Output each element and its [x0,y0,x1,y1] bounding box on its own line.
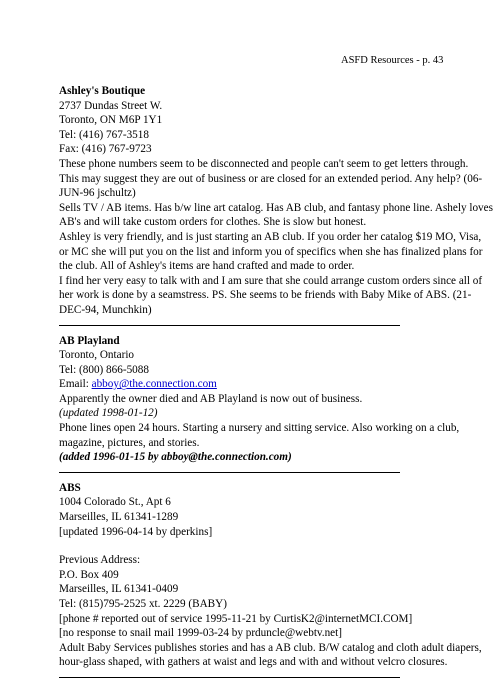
email-line [59,377,439,392]
entry-title: AB Playland [59,334,120,347]
document-body [59,84,493,686]
updated-note: [updated 1996-04-14 by dperkins] [59,525,213,538]
address-line: P.O. Box 409 [59,568,119,581]
fax: Fax: (416) 767-9723 [59,143,152,156]
entry-ashleys-boutique [59,84,493,318]
telephone: Tel: (815)795-2525 xt. 2229 (BABY) [59,598,227,610]
text-line: her work is done by a seamstress. PS. She seems to be friends with Baby Mike of ABS. (21- [59,289,472,302]
running-header: ASFD Resources - p. 43 [341,55,444,66]
text-line: Ashley is very friendly, and is just starting an AB club. If you order her catalog $19 MO, Visa, [59,230,482,243]
telephone: Tel: (416) 767-3518 [59,128,149,141]
text-line: or MC she will put you on the list and inform you of specifics when she has finalized plans for [59,245,483,258]
email-label: Email: [59,378,92,391]
updated-note: (updated 1998-01-12) [59,407,158,420]
address-line: Toronto, ON M6P 1Y1 [59,114,163,127]
status-note: [phone # reported out of service 1995-11-21 by CurtisK2@internetMCI.COM] [59,612,413,625]
entry-ab-playland [59,334,460,465]
text-line: AB's and will take custom orders for clothes. She is slow but honest. [59,216,367,229]
divider [59,472,400,473]
text-line: DEC-94, Munchkin) [59,303,152,316]
text-line: JUN-96 jschultz) [59,187,136,200]
spacer [59,539,439,553]
divider [59,325,400,326]
previous-address-heading: Previous Address: [59,554,141,567]
text-line: magazine, pictures, and stories. [59,436,200,449]
address-line: 2737 Dundas Street W. [59,99,163,112]
text-line: Sells TV / AB items. Has b/w line art catalog. Has AB club, and fantasy phone line. Ashely loves [59,201,493,214]
entry-abs [59,481,482,670]
text-line: I find her very easy to talk with and I am sure that she could arrange custom orders since all of [59,274,483,287]
text-line: hour-glass shaped, with gathers at waist and legs and with and without velcro closures. [59,656,448,669]
telephone: Tel: (800) 866-5088 [59,363,149,376]
text-line: Apparently the owner died and AB Playland is now out of business. [59,392,363,405]
text-line: These phone numbers seem to be disconnected and people can't seem to get letters through. [59,157,469,170]
address-line: Marseilles, IL 61341-0409 [59,583,179,596]
text-line: the club. All of Ashley's items are hand crafted and made to order. [59,260,355,273]
address-line: Toronto, Ontario [59,349,135,362]
address-line: Marseilles, IL 61341-1289 [59,511,179,524]
status-note: [no response to snail mail 1999-03-24 by prduncle@webtv.net] [59,627,342,640]
added-note: (added 1996-01-15 by abboy@the.connection.com) [59,451,292,464]
text-line: Phone lines open 24 hours. Starting a nursery and sitting service. Also working on a club, [59,422,460,435]
text-line: Adult Baby Services publishes stories and has a AB club. B/W catalog and cloth adult diapers, [59,641,482,654]
divider [59,677,400,678]
entry-title: Ashley's Boutique [59,85,146,97]
text-line: This may suggest they are out of business or are closed for an extended period. Any help? (06- [59,172,483,185]
entry-title: ABS [59,481,81,494]
email-link[interactable]: abboy@the.connection.com [91,378,217,391]
address-line: 1004 Colorado St., Apt 6 [59,496,171,509]
